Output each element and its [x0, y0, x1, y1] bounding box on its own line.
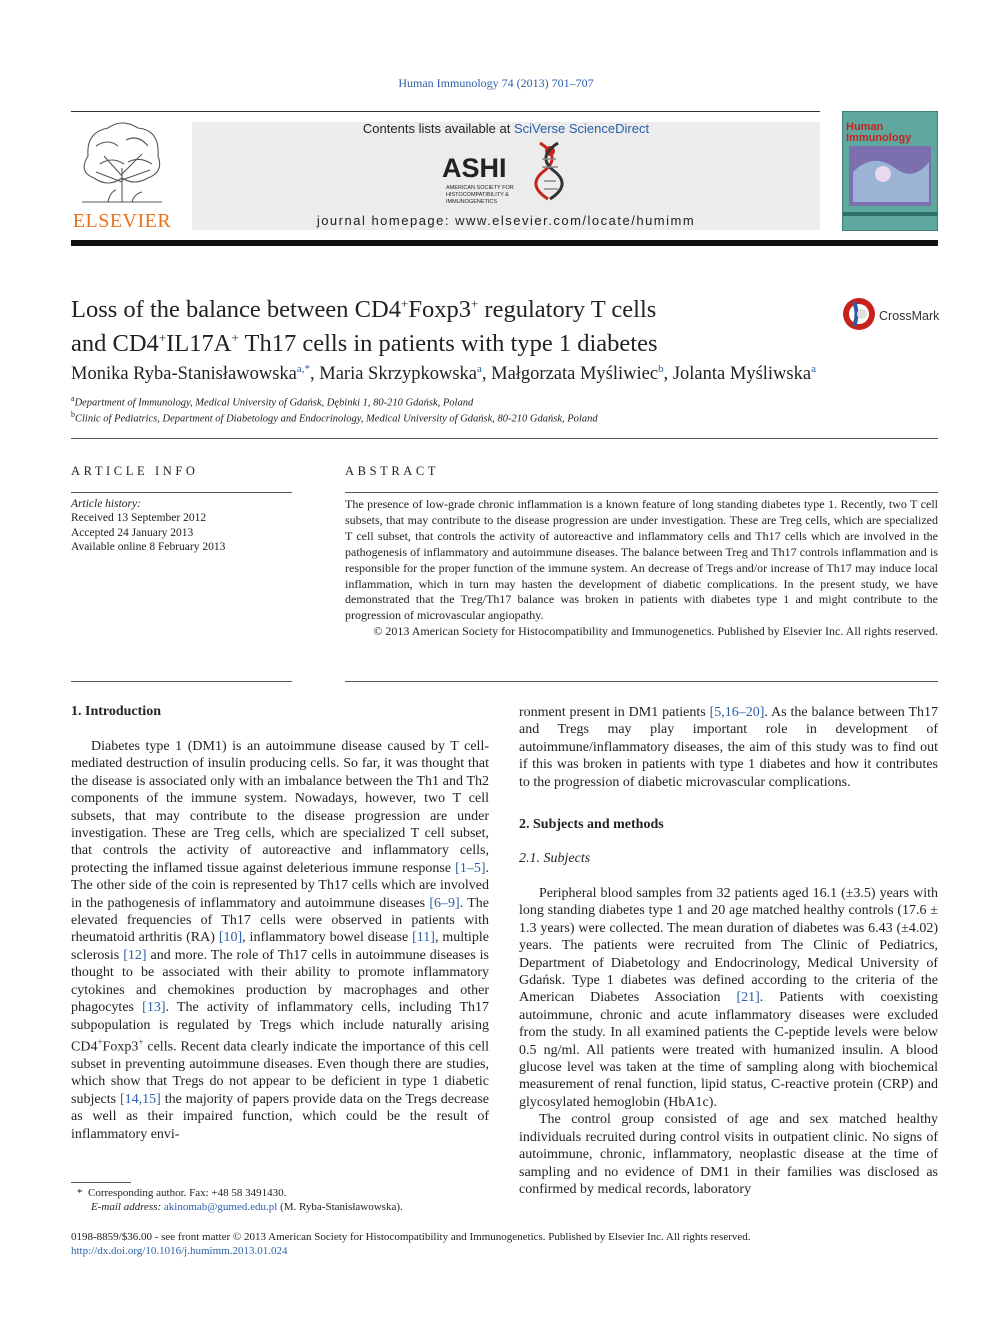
- subjects-paragraph-1: [519, 885, 938, 1111]
- citation-link[interactable]: [6–9]: [429, 895, 460, 911]
- citation-link[interactable]: [14,15]: [120, 1091, 161, 1107]
- received-date: Received 13 September 2012: [71, 512, 207, 525]
- dna-helix-icon: [536, 143, 562, 199]
- online-date: Available online 8 February 2013: [71, 541, 226, 554]
- citation-link[interactable]: [10]: [218, 930, 243, 946]
- intro-paragraph-1: [71, 738, 489, 1143]
- svg-text:HISTOCOMPATIBILITY &: HISTOCOMPATIBILITY &: [446, 192, 509, 198]
- author-affiliation-marker[interactable]: a,*: [296, 363, 310, 375]
- author-separator: ,: [481, 364, 492, 385]
- abstract-copyright: © 2013 American Society for Histocompatibility and Immunogenetics. Published by Elsevier Inc. All rights reserved.: [373, 624, 938, 639]
- author-name: Monika Ryba-Stanisławowska: [71, 364, 297, 385]
- contents-line: Contents lists available at SciVerse ScienceDirect: [362, 121, 650, 136]
- header-rule: [71, 111, 820, 112]
- subjects-paragraph-2: The control group consisted of age and sex matched healthy individuals recruited during control visits in outpatient clinic. No signs of autoimmune, chronic, inflammatory, neoplastic disease at the time of sampling and no evidence of DM1 in their families was disclosed as confirmed by medical records, laboratory: [519, 1112, 938, 1197]
- author-separator: ,: [310, 364, 320, 385]
- superscript: +: [138, 1036, 144, 1047]
- introduction-heading: 1. Introduction: [71, 704, 161, 719]
- text-run: . Patients with coexisting autoimmune, chronic and acute inflammatory diseases were excluded from the study. In all examined patients the C-peptide levels were below 0.5 ng/ml. All patients were treated with humanized insulin. A blood glucose level was taken at the time of sampling along with biochemical measurement of renal function, lipid status, C-reactive protein (CRP) and glycosylated hemoglobin (HbA1c).: [519, 990, 938, 1110]
- ashi-logo: [440, 137, 580, 209]
- ashi-logo-text: ASHI: [442, 153, 507, 183]
- doi-link[interactable]: http://dx.doi.org/10.1016/j.humimm.2013.01.024: [71, 1245, 288, 1257]
- header-thick-rule: [71, 240, 938, 246]
- abstract-rule: [345, 492, 938, 493]
- issn-line: 0198-8859/$36.00 - see front matter © 2013 American Society for Histocompatibility and Immunogenetics. Published by Elsevier Inc. All rights reserved.: [71, 1231, 751, 1243]
- article-history: [71, 497, 291, 555]
- text-run: the majority of papers provide data on the Tregs decrease as well as their impaired function, which could be the result of inflammatory envi-: [71, 1091, 489, 1142]
- article-info-heading: ARTICLE INFO: [71, 464, 199, 478]
- text-run: . The elevated frequencies of Th17 cells were observed in patients with rheumatoid arthritis (RA): [71, 895, 489, 946]
- text-run: , inflammatory bowel disease: [242, 930, 413, 946]
- author-affiliation-marker[interactable]: a: [811, 363, 816, 375]
- affiliation-b: $^b$Clinic of Pediatrics, Department of Diabetology and Endocrinology, Medical University of Gdańsk, 80-210 Gdańsk, Poland: [71, 410, 598, 425]
- abstract-text: [345, 497, 938, 640]
- methods-heading: 2. Subjects and methods: [519, 817, 664, 832]
- email-note: E-mail address: akinomab@gumed.edu.pl (M. Ryba-Stanisławowska).: [91, 1201, 403, 1213]
- crossmark-label[interactable]: CrossMark: [879, 309, 940, 323]
- footnote-rule: [71, 1182, 131, 1183]
- intro-paragraph-continued: [519, 704, 938, 791]
- page-footer: [71, 1230, 938, 1258]
- author-affiliation-marker[interactable]: a: [476, 363, 482, 375]
- journal-homepage: journal homepage: www.elsevier.com/locate/humimm: [316, 213, 696, 228]
- text-run: , multiple sclerosis: [71, 930, 490, 963]
- cover-title: Human Immunology: [846, 121, 912, 144]
- text-run: Peripheral blood samples from 32 patients aged 16.1 (±3.5) years with long standing diabetes type 1 and 20 age matched healthy controls (17.6 ± 1.3 years) were collected. The mean duration of diabetes was 6.43 (±4.02) years. The patients were recruited from The Clinic of Pediatrics, Department of Diabetology and Endocrinology, Medical University of Gdańsk. Type 1 diabetes was defined according to the criteria of the American Diabetes Association: [519, 886, 938, 1006]
- citation-link[interactable]: [1–5]: [455, 860, 486, 876]
- text-run: cells. Recent data clearly indicate the importance of this cell subset in preventing autoimmune diseases. Even though there are studies, which show that Tregs do not appear to be deficient in type 1 diabetic subjects: [71, 1039, 489, 1107]
- sciencedirect-link[interactable]: SciVerse ScienceDirect: [513, 121, 650, 136]
- text-run: . The other side of the coin is represented by Th17 cells which are involved in the pathogenesis of inflammatory and autoimmune diseases: [71, 860, 489, 911]
- citation-link[interactable]: [13]: [142, 1000, 166, 1016]
- subjects-heading: 2.1. Subjects: [519, 851, 591, 866]
- info-bottom-rule: [71, 681, 292, 682]
- homepage-link[interactable]: www.elsevier.com/locate/humimm: [455, 213, 696, 228]
- introduction-continued: [519, 704, 938, 791]
- author-name: Jolanta Myśliwska: [672, 364, 812, 385]
- subjects-text: [519, 885, 938, 1198]
- text-run: Foxp3: [102, 1039, 139, 1055]
- author-list: [71, 363, 938, 385]
- author-affiliation-marker[interactable]: b: [658, 363, 664, 375]
- text-run: and more. The role of Th17 cells in autoimmune diseases is thought to be associated with their ability to promote inflammatory cytokines and chemokines production by macrophages and other phagocytes: [71, 947, 489, 1016]
- journal-reference[interactable]: Human Immunology 74 (2013) 701–707: [398, 76, 594, 90]
- abstract-heading: ABSTRACT: [345, 464, 440, 478]
- history-label: Article history:: [71, 498, 141, 510]
- text-run: . As the balance between Th17 and Tregs may play important role in development of autoimmune/inflammatory diseases, the aim of this study was to find out if this was broken in patients with type 1 diabetes and how it contributes to the progression of diabetic microvascular complications.: [519, 705, 939, 790]
- text-run: . The activity of inflammatory cells, including Th17 subpopulation is regulated by Tregs which include naturally arising CD4: [71, 1000, 489, 1055]
- citation-link[interactable]: [11]: [412, 930, 435, 946]
- author-name: Maria Skrzypkowska: [319, 364, 477, 385]
- introduction-paragraph: [71, 738, 489, 1143]
- text-run: Diabetes type 1 (DM1) is an autoimmune disease caused by T cell-mediated destruction of insulin producing cells. So far, it was thought that the disease is associated only with an imbalance between the Th1 and Th2 components of the immune system. Nowadays, however, two T cell subsets, that may contribute to the disease progression are under investigation. These are Treg cells, which are specialized T cell subset, that controls the activity of autoreactive and inflammatory cells, protecting the inflamed tissue against deleterious immune response: [71, 739, 489, 876]
- text-run: ronment present in DM1 patients: [519, 705, 710, 720]
- affiliation-rule: [71, 438, 938, 439]
- citation-link[interactable]: [12]: [123, 947, 147, 963]
- corresponding-author-note: * Corresponding author. Fax: +48 58 3491430.: [77, 1187, 287, 1199]
- affiliation-a: $^a$Department of Immunology, Medical University of Gdańsk, Dębinki 1, 80-210 Gdańsk, Poland: [71, 394, 474, 409]
- author-name: Małgorzata Myśliwiec: [491, 364, 659, 385]
- email-link[interactable]: akinomab@gumed.edu.pl: [163, 1201, 278, 1213]
- citation-link[interactable]: [5,16–20]: [709, 705, 765, 720]
- crossmark-icon[interactable]: [842, 297, 876, 331]
- svg-text:IMMUNOGENETICS: IMMUNOGENETICS: [446, 199, 498, 205]
- superscript: +: [97, 1036, 103, 1047]
- elsevier-logo: ELSEVIER: [72, 210, 172, 232]
- abstract-bottom-rule: [345, 681, 938, 682]
- abstract-body: The presence of low-grade chronic inflammation is a known feature of long standing diabetes type 1. Recently, two T cell subsets, that may contribute to the disease progression are under investigation. These are Treg cells, which are specialized T cell subset, that controls the activity of autoreactive and inflammatory cells and Th17 cells which are involved in the pathogenesis of inflammatory and autoimmune diseases. The balance between Treg and Th17 controls inflammation and is responsible for the proper function of the immune system. An decrease of Tregs and/or increase of Th17 may induce local inflammation, which in turn may hasten the development of diabetic complications. In the present study, we have demonstrated that the Treg/Th17 balance was broken in patients with diabetes type 1 and might contribute to the progression of microvascular angiopathy.: [345, 497, 938, 623]
- accepted-date: Accepted 24 January 2013: [71, 526, 194, 539]
- author-separator: ,: [663, 364, 673, 385]
- article-info-rule: [71, 492, 292, 493]
- citation-link[interactable]: [21]: [736, 990, 760, 1006]
- svg-text:AMERICAN SOCIETY FOR: AMERICAN SOCIETY FOR: [446, 185, 514, 191]
- article-title: Loss of the balance between CD4+Foxp3+ regulatory T cells and CD4+IL17A+ Th17 cells in patients with type 1 diabetes: [71, 296, 658, 358]
- footnotes: [71, 1186, 489, 1214]
